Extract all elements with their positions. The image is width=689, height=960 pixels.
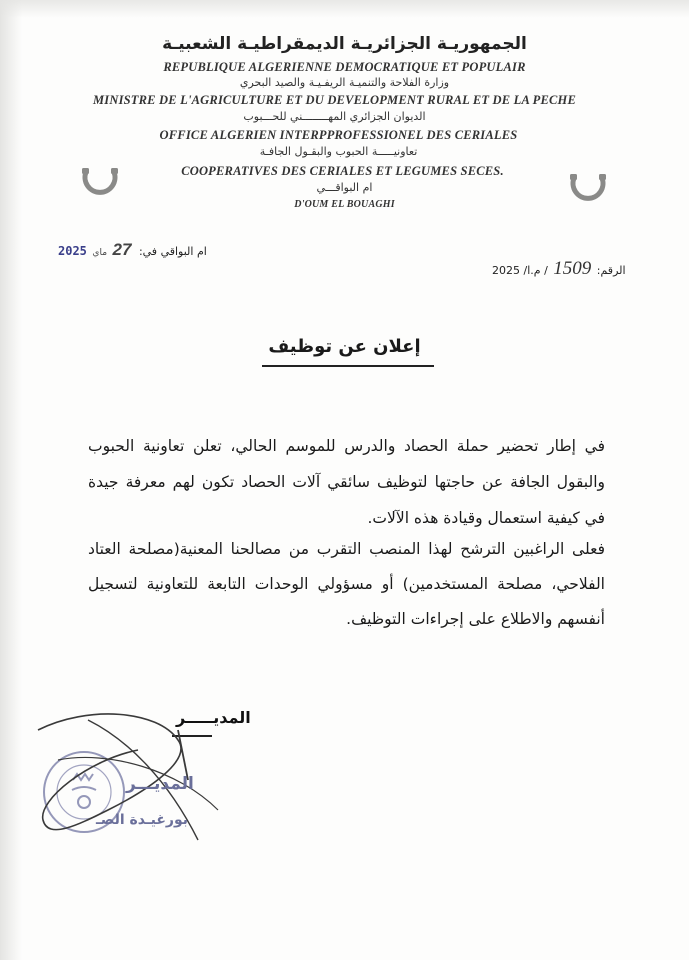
director-title: المديـــــر xyxy=(176,708,251,727)
date-month: ماي xyxy=(92,248,108,258)
body-paragraph-2: فعلى الراغبين الترشح لهذا المنصب التقرب من مصالحنا المعنية(مصلحة العتاد الفلاحي، مصلحة المستخدمين) أو مسؤولي الوحدات التابعة للتعاونية لتسجيل أنفسهم والاطلاع على إجراءات التوظيف. xyxy=(88,540,605,628)
date-line xyxy=(58,240,207,260)
date-day: 27 xyxy=(112,240,132,259)
date-label: ام البواقي في: xyxy=(138,245,207,258)
header-arabic-ministry: وزارة الفلاحة والتنميـة الريفـيـة والصيد البحري xyxy=(239,76,450,89)
announcement-title: إعلان عن توظيف xyxy=(268,336,421,357)
header-arabic-city: ام البواقـــي xyxy=(316,181,373,194)
stamp-title: المديـــر xyxy=(126,774,194,794)
reference-suffix: / م.ا/ 2025 xyxy=(492,264,548,277)
horseshoe-logo-icon xyxy=(78,166,122,204)
scan-shadow-left xyxy=(0,0,22,960)
header-french-city: D'OUM EL BOUAGHI xyxy=(294,199,395,210)
horseshoe-logo-icon xyxy=(566,172,610,212)
date-year-stamp: 2025 xyxy=(58,244,87,258)
reference-number: 1509 xyxy=(553,258,592,279)
scan-shadow-top xyxy=(0,0,689,18)
header-french-republic: REPUBLIQUE ALGERIENNE DEMOCRATIQUE ET POPULAIR xyxy=(163,60,526,74)
header-arabic-coop: تعاونيـــــة الحبوب والبقـول الجافـة xyxy=(259,145,418,158)
title-underline xyxy=(262,365,434,367)
reference-label: الرقم: xyxy=(596,264,626,277)
header-french-coop: COOPERATIVES DES CERIALES ET LEGUMES SECES. xyxy=(181,164,504,178)
stamp-name: بورغيـدة الصـ xyxy=(96,812,189,828)
header-arabic-republic: الجمهوريـة الجزائريـة الديمقراطيـة الشعبيـة xyxy=(162,34,527,54)
header-french-ministry: MINISTRE DE L'AGRICULTURE ET DU DEVELOPMENT RURAL ET DE LA PECHE xyxy=(92,93,576,107)
header-french-office: OFFICE ALGERIEN INTERPPROFESSIONEL DES CERIALES xyxy=(159,128,518,142)
body-paragraph-1: في إطار تحضير حملة الحصاد والدرس للموسم الحالي، تعلن تعاونية الحبوب والبقول الجافة عن حاجتها لتوظيف سائقي آلات الحصاد تكون لهم معرفة جيدة في كيفية استعمال وقيادة هذه الآلات. xyxy=(88,437,605,527)
reference-line xyxy=(492,258,626,280)
header-arabic-office: الديوان الجزائري المهــــــــني للحـــبوب xyxy=(243,110,426,123)
